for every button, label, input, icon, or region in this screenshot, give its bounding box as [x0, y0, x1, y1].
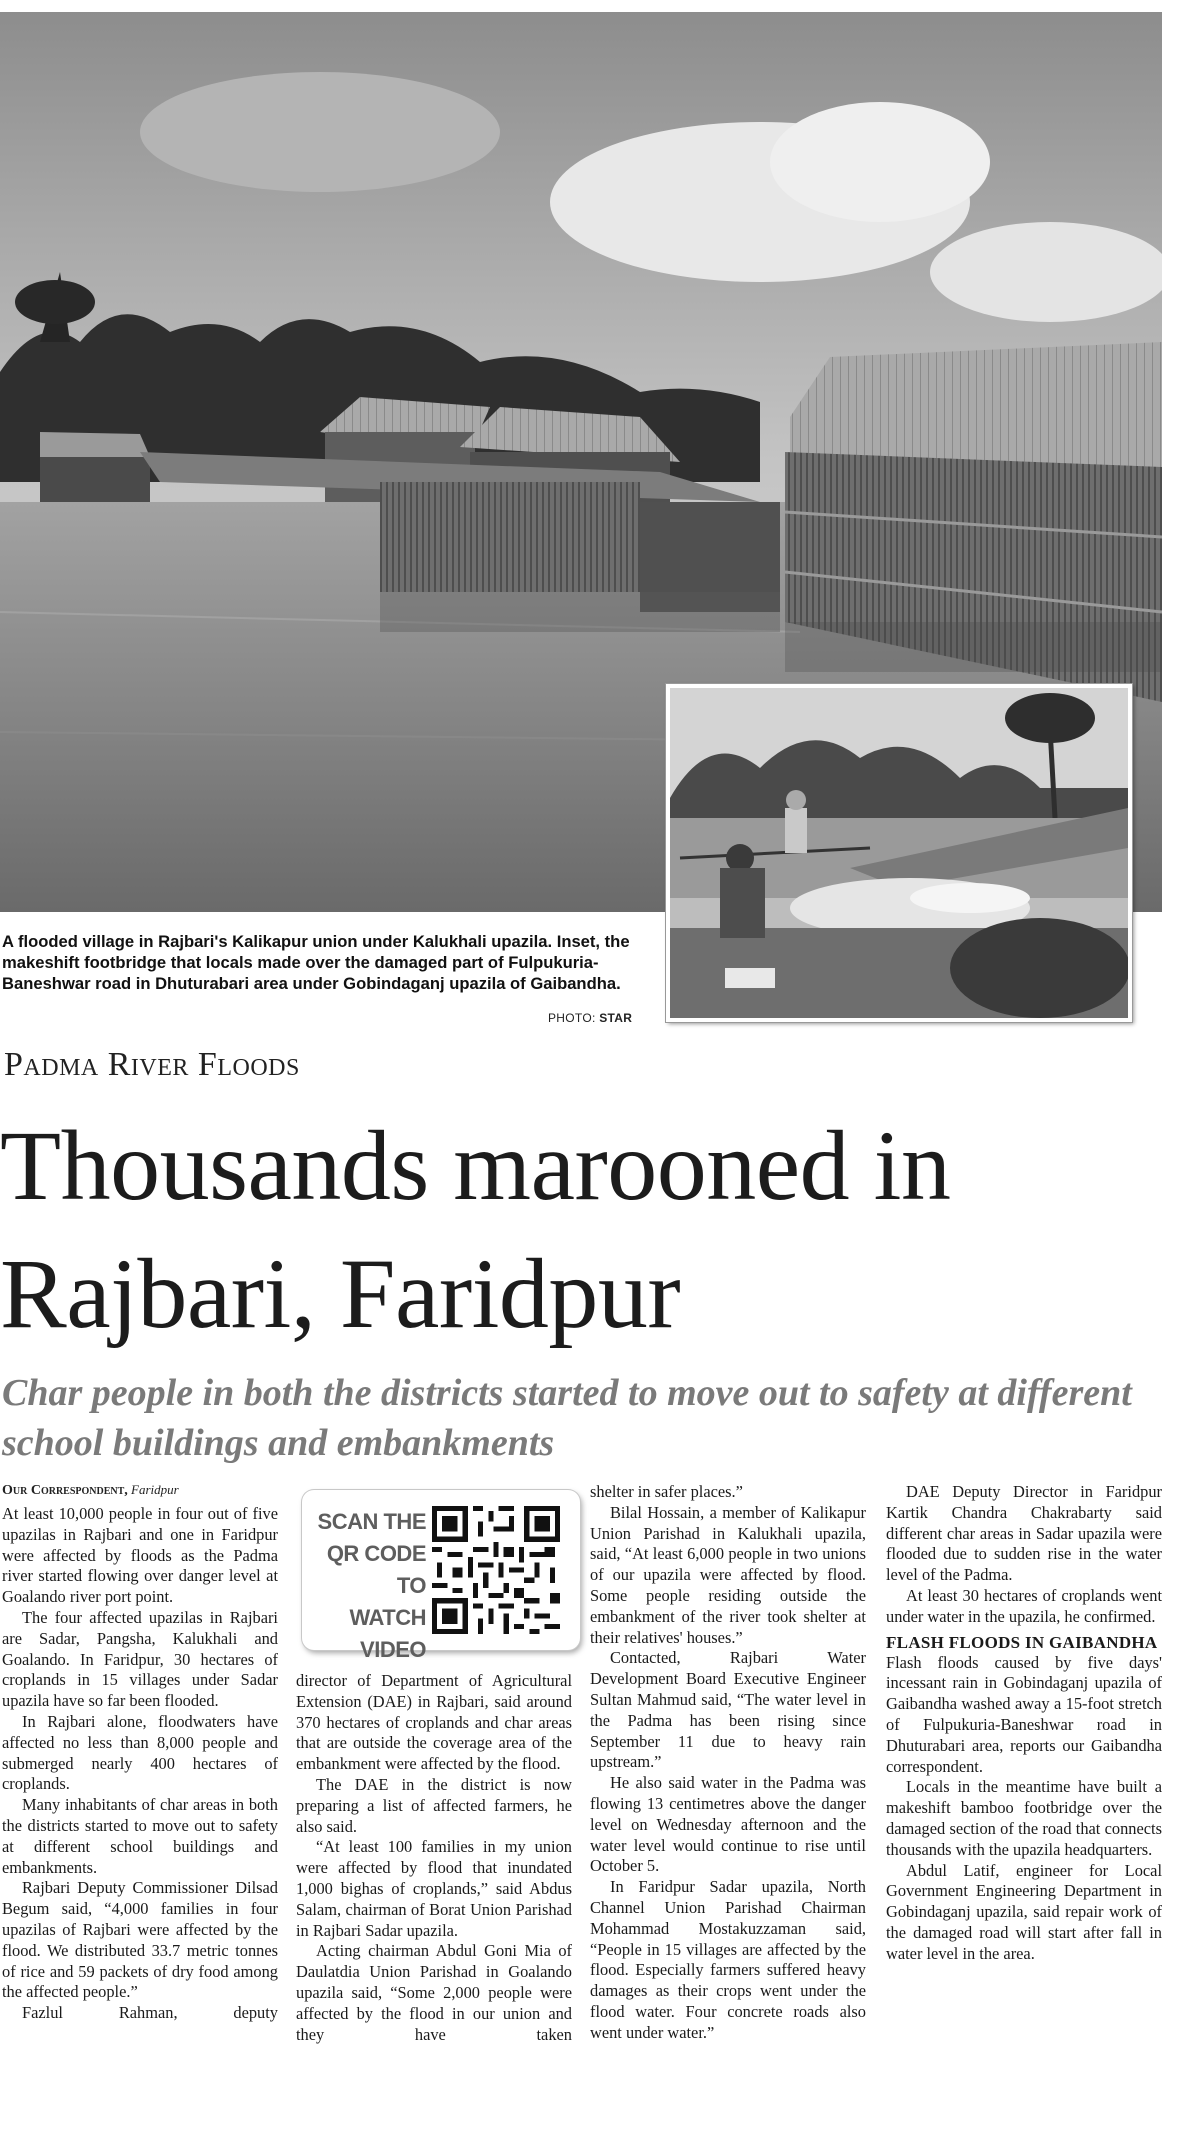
paragraph: At least 10,000 people in four out of five upazilas in Rajbari and one in Faridpur were affected by floods as the Padma river started flowing over danger level at Goalando river port point. [2, 1504, 278, 1607]
paragraph: Fazlul Rahman, deputy [22, 2003, 278, 2023]
paragraph: shelter in safer places.” [590, 1482, 743, 1501]
paragraph: In Faridpur Sadar upazila, North Channel Union Parishad Chairman Mohammad Mostakuzzaman said, “People in 15 villages are affected by the flood. Especially farmers suffered heavy damages as their crops went under the flood water. Four concrete roads also went under water.” [590, 1877, 866, 2042]
paragraph: “At least 100 families in my union were affected by flood that inundated 1,000 bighas of croplands,” said Abdus Salam, chairman of Borat Union Parishad in Rajbari Sadar upazila. [296, 1837, 572, 1940]
article-column-1 [2, 1504, 278, 2024]
paragraph: Abdul Latif, engineer for Local Government Engineering Department in Gobindaganj upazila, said repair work of the damaged road will start after fall in water level in the area. [886, 1860, 1162, 1963]
photo-credit-source: STAR [599, 1011, 633, 1025]
article-headline: Thousands marooned in Rajbari, Faridpur [0, 1110, 951, 1349]
photo-caption: A flooded village in Rajbari's Kalikapur union under Kalukhali upazila. Inset, the makeshift footbridge that locals made over the damaged part of Fulpukuria-Baneshwar road in Dhuturabari area under Gobindaganj upazila of Gaibandha. [2, 932, 630, 993]
qr-promo-box[interactable] [302, 1490, 580, 1662]
qr-promo-text: SCAN THE QR CODE TO WATCH VIDEO [317, 1509, 426, 1662]
section-kicker: Padma River Floods [4, 1046, 300, 1083]
photo-credit [548, 1011, 632, 1025]
paragraph: He also said water in the Padma was flowing 13 centimetres above the danger level on Wednesday afternoon and the water level would continue to rise until October 5. [590, 1773, 866, 1876]
paragraph: DAE Deputy Director in Faridpur Kartik Chandra Chakrabarty said different char areas in Sadar upazila were flooded due to sudden rise in the water level of the Padma. [886, 1482, 1162, 1585]
article-deck: Char people in both the districts started to move out to safety at different school buildings and embankments [2, 1372, 1132, 1464]
paragraph: Locals in the meantime have built a makeshift bamboo footbridge over the damaged section of the road that connects thousands with the upazila headquarters. [886, 1777, 1162, 1859]
paragraph: Many inhabitants of char areas in both the districts started to move out to safety at different school buildings and embankments. [2, 1795, 278, 1877]
inset-photo-footbridge [666, 684, 1132, 1022]
qr-code-icon[interactable] [432, 1506, 560, 1634]
paragraph: The DAE in the district is now preparing a list of affected farmers, he also said. [296, 1774, 572, 1836]
article-column-2 [296, 1671, 572, 2045]
paragraph: Contacted, Rajbari Water Development Board Executive Engineer Sultan Mahmud said, “The water level in the Padma has been rising since September 11 due to heavy rain upstream.” [590, 1648, 866, 1772]
paragraph: Rajbari Deputy Commissioner Dilsad Begum said, “4,000 families in four upazilas of Rajbari were affected by the flood. We distributed 33.7 metric tonnes of rice and 59 packets of dry food among the affected people.” [2, 1878, 278, 2002]
byline-location: Faridpur [131, 1482, 179, 1497]
paragraph: director of Department of Agricultural Extension (DAE) in Rajbari, said around 370 hectares of croplands and char areas that are outside the coverage area of the embankment were affected by the flood. [296, 1671, 572, 1774]
paragraph: At least 30 hectares of croplands went under water in the upazila, he confirmed. [886, 1585, 1162, 1626]
paragraph: Bilal Hossain, a member of Kalikapur Union Parishad in Kalukhali upazila, said, “At least 6,000 people in two unions of our upazila were affected by flood. Some people residing outside the embankment of the river took shelter at their relatives' houses.” [590, 1502, 866, 1647]
subheading-flash-floods: FLASH FLOODS IN GAIBANDHA [886, 1632, 1158, 1652]
article-column-3 [590, 1482, 866, 2044]
paragraph: The four affected upazilas in Rajbari are Sadar, Pangsha, Kalukhali and Goalando. In Faridpur, 30 hectares of croplands in 15 villages under Sadar upazila have so far been flooded. [2, 1607, 278, 1711]
paragraph: In Rajbari alone, floodwaters have affected no less than 8,000 people and submerged nearly 400 hectares of croplands. [2, 1711, 278, 1794]
byline [2, 1482, 179, 1499]
byline-author: Our Correspondent, [2, 1483, 128, 1498]
photo-credit-prefix: PHOTO: [548, 1011, 600, 1025]
article-column-4 [886, 1482, 1162, 1965]
paragraph: Flash floods caused by five days' incessant rain in Gobindaganj upazila of Gaibandha washed away a 15-foot stretch of Fulpukuria-Baneshwar road in Dhuturabari area, reports our Gaibandha correspondent. [886, 1652, 1162, 1776]
paragraph: Acting chairman Abdul Goni Mia of Daulatdia Union Parishad in Goalando upazila said, “Some 2,000 people were affected by the flood in our union and they have taken [296, 1941, 572, 2044]
